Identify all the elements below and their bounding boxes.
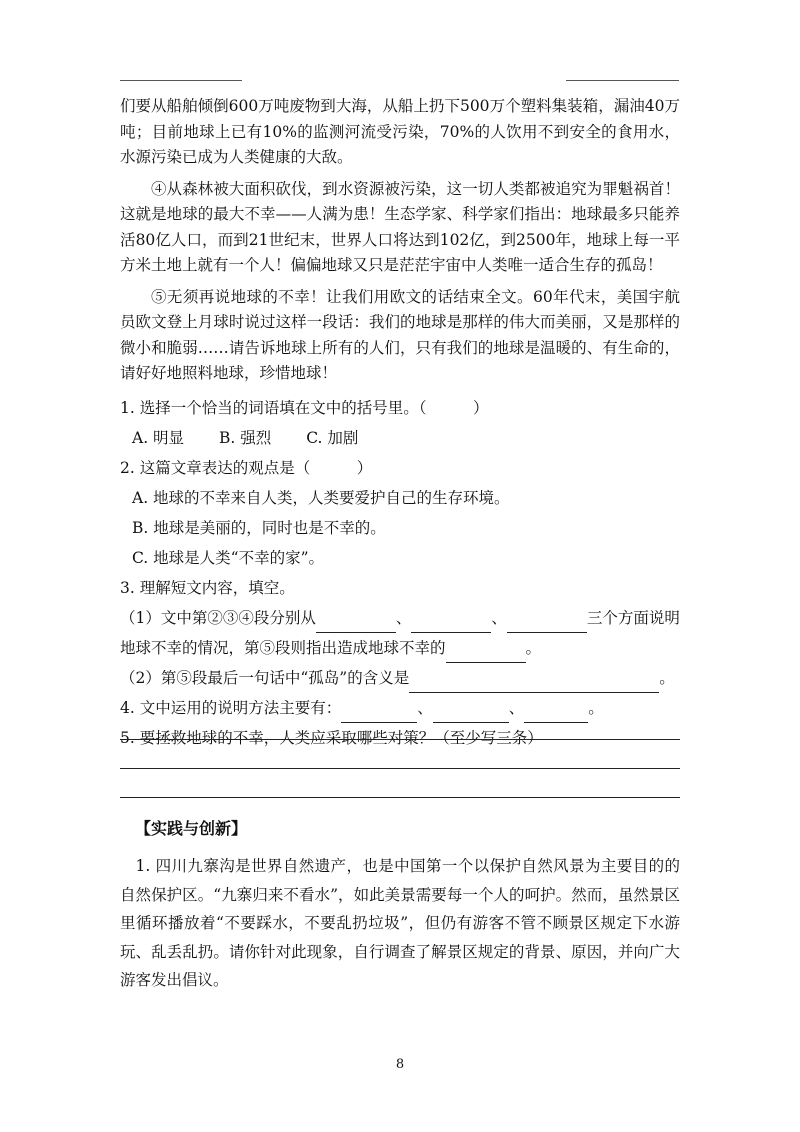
q3-blank-2[interactable] [411, 614, 491, 633]
q3-blank-3[interactable] [507, 614, 587, 633]
question-3-text: 理解短文内容，填空。 [139, 578, 295, 597]
page-number: 8 [395, 1057, 405, 1072]
q3-blank-4[interactable] [446, 644, 526, 663]
question-3: 3. 理解短文内容，填空。 [120, 573, 680, 603]
question-4: 4. 文中运用的说明方法主要有： 、 、 。 [120, 693, 680, 723]
q1-option-a[interactable]: A. 明显 [132, 428, 185, 447]
q4-blank-2[interactable] [433, 704, 509, 723]
header-rule-right [566, 80, 679, 81]
practice-task-1: 1. 四川九寨沟是世界自然遗产，也是中国第一个以保护自然风景为主要目的的自然保护区。“九寨归来不看水”，如此美景需要每一个人的呵护。然而，虽然景区里循环播放着“不要踩水，不要乱扔垃圾”，但仍有游客不管不顾景区规定下水游玩、乱丢乱扔。请你针对此现象，自行调查了解景区规定的背景、原因，并向广大游客发出倡议。 [120, 857, 680, 989]
answer-line-1[interactable] [120, 739, 680, 740]
page-content [120, 94, 680, 753]
question-5: 5. 要拯救地球的不幸，人类应采取哪些对策？（至少写三条） [120, 723, 680, 753]
answer-line-3[interactable] [120, 797, 680, 798]
passage-paragraph-5: ⑤无须再说地球的不幸！让我们用欧文的话结束全文。60年代末，美国宇航员欧文登上月球时说过这样一段话：我们的地球是那样的伟大而美丽，又是那样的微小和脆弱……请告诉地球上所有的人们，只有我们的地球是温暖的、有生命的，请好好地照料地球，珍惜地球！ [120, 287, 680, 382]
question-2: 2. 这篇文章表达的观点是（ ） [120, 453, 680, 483]
question-5-text: 要拯救地球的不幸，人类应采取哪些对策？（至少写三条） [139, 728, 543, 747]
q3-blank-1[interactable] [316, 614, 396, 633]
passage-paragraph-continued: 们要从船舶倾倒600万吨废物到大海，从船上扔下500万个塑料集装箱，漏油40万吨；目前地球上已有10%的监测河流受污染，70%的人饮用不到安全的食用水，水源污染已成为人类健康的大敌。 [120, 97, 680, 166]
question-2-text: 这篇文章表达的观点是（ ） [139, 458, 373, 477]
practice-section [120, 852, 680, 995]
header-rule-left [120, 80, 242, 81]
question-1-text: 选择一个恰当的词语填在文中的括号里。（ ） [139, 398, 489, 417]
question-3-sub-1-cont: 地球不幸的情况，第⑤段则指出造成地球不幸的 。 [120, 633, 680, 663]
q4-blank-1[interactable] [341, 704, 417, 723]
question-1: 1. 选择一个恰当的词语填在文中的括号里。（ ） [120, 393, 680, 423]
q1-option-b[interactable]: B. 强烈 [219, 428, 272, 447]
q3-blank-5[interactable] [409, 674, 659, 693]
question-3-sub-2: （2）第⑤段最后一句话中“孤岛”的含义是 。 [120, 663, 680, 693]
passage-paragraph-4: ④从森林被大面积砍伐，到水资源被污染，这一切人类都被追究为罪魁祸首！这就是地球的最大不幸——人满为患！生态学家、科学家们指出：地球最多只能养活80亿人口，而到21世纪末，世界人口将达到102亿，到2500年，地球上每一平方米土地上就有一个人！偏偏地球又只是茫茫宇宙中人类唯一适合生存的孤岛！ [120, 179, 680, 274]
q1-option-c[interactable]: C. 加剧 [306, 428, 359, 447]
question-3-sub-1: （1）文中第②③④段分别从 、 、 三个方面说明 [120, 603, 680, 633]
answer-line-2[interactable] [120, 768, 680, 769]
q2-option-a[interactable]: A. 地球的不幸来自人类，人类要爱护自己的生存环境。 [132, 488, 510, 507]
question-1-options [120, 423, 680, 453]
q2-option-c[interactable]: C. 地球是人类“不幸的家”。 [132, 548, 325, 567]
q2-option-b[interactable]: B. 地球是美丽的，同时也是不幸的。 [132, 518, 386, 537]
section-title-practice: 【实践与创新】 [135, 819, 248, 838]
q4-blank-3[interactable] [524, 704, 588, 723]
